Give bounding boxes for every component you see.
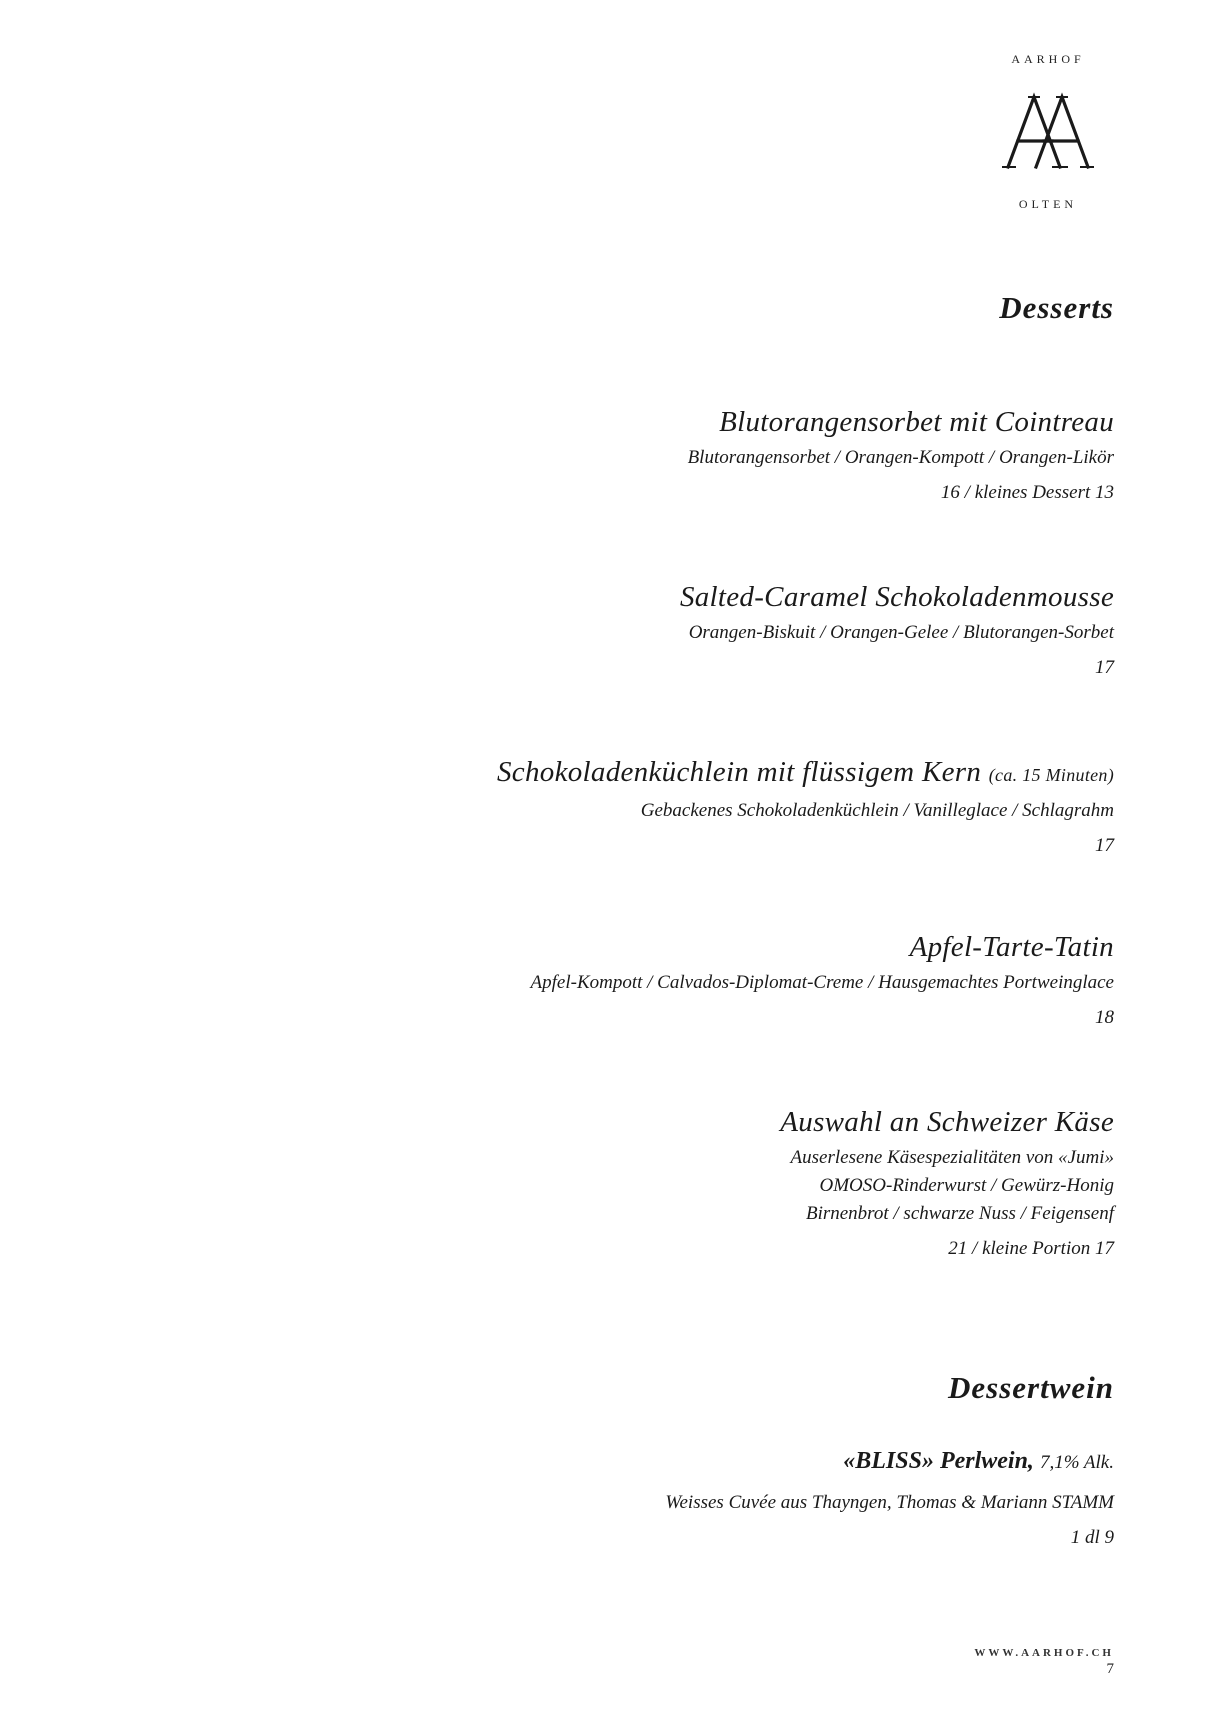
- section-title-dessertwein: Dessertwein: [948, 1370, 1114, 1405]
- item-price: 18: [1095, 1007, 1114, 1028]
- item-name: Salted-Caramel Schokoladenmousse: [679, 581, 1114, 613]
- item-name: Schokoladenküchlein mit flüssigem Kern: [497, 756, 982, 788]
- menu-item-bliss-perlwein: [665, 1446, 1114, 1550]
- item-price: 21 / kleine Portion 17: [948, 1238, 1114, 1259]
- item-name: «BLISS» Perlwein,: [843, 1448, 1034, 1474]
- item-price: 17: [1095, 657, 1114, 678]
- item-name-row: [665, 1446, 1114, 1478]
- item-description: OMOSO-Rinderwurst / Gewürz-Honig: [819, 1175, 1114, 1196]
- aa-monogram-icon: [1000, 91, 1096, 171]
- footer: [974, 1647, 1114, 1678]
- item-description: Birnenbrot / schwarze Nuss / Feigensenf: [805, 1203, 1114, 1224]
- menu-item-schweizer-kaese: [780, 1105, 1114, 1261]
- menu-item-schokoladenmousse: [680, 580, 1114, 680]
- logo-bottom-text: OLTEN: [1018, 197, 1078, 211]
- item-description: Orangen-Biskuit / Orangen-Gelee / Blutorangen-Sorbet: [688, 622, 1114, 643]
- logo-top-text: AARHOF: [1011, 52, 1085, 66]
- menu-item-apfel-tarte-tatin: [531, 930, 1114, 1030]
- footer-url: WWW.AARHOF.CH: [974, 1647, 1114, 1659]
- section-title-desserts: Desserts: [999, 290, 1114, 325]
- menu-item-schokoladenkuechlein: [497, 755, 1114, 858]
- item-price: 17: [1095, 835, 1114, 856]
- page-number: 7: [1106, 1661, 1114, 1677]
- item-name: Blutorangensorbet mit Cointreau: [719, 406, 1114, 438]
- item-description: Apfel-Kompott / Calvados-Diplomat-Creme / Hausgemachtes Portweinglace: [530, 972, 1114, 993]
- item-description: Auserlesene Käsespezialitäten von «Jumi»: [790, 1147, 1114, 1168]
- item-note: 7,1% Alk.: [1039, 1452, 1114, 1473]
- item-name: Apfel-Tarte-Tatin: [909, 931, 1114, 963]
- item-price: 16 / kleines Dessert 13: [940, 482, 1114, 503]
- item-description: Blutorangensorbet / Orangen-Kompott / Orangen-Likör: [687, 447, 1114, 468]
- item-name-row: [497, 755, 1114, 792]
- item-description: Gebackenes Schokoladenküchlein / Vanilleglace / Schlagrahm: [640, 800, 1114, 821]
- item-price: 1 dl 9: [1070, 1527, 1114, 1548]
- item-name: Auswahl an Schweizer Käse: [780, 1106, 1114, 1138]
- item-note: (ca. 15 Minuten): [988, 765, 1114, 785]
- item-description: Weisses Cuvée aus Thayngen, Thomas & Mariann STAMM: [665, 1492, 1114, 1513]
- logo: [983, 52, 1113, 212]
- menu-item-blutorangensorbet: [688, 405, 1114, 505]
